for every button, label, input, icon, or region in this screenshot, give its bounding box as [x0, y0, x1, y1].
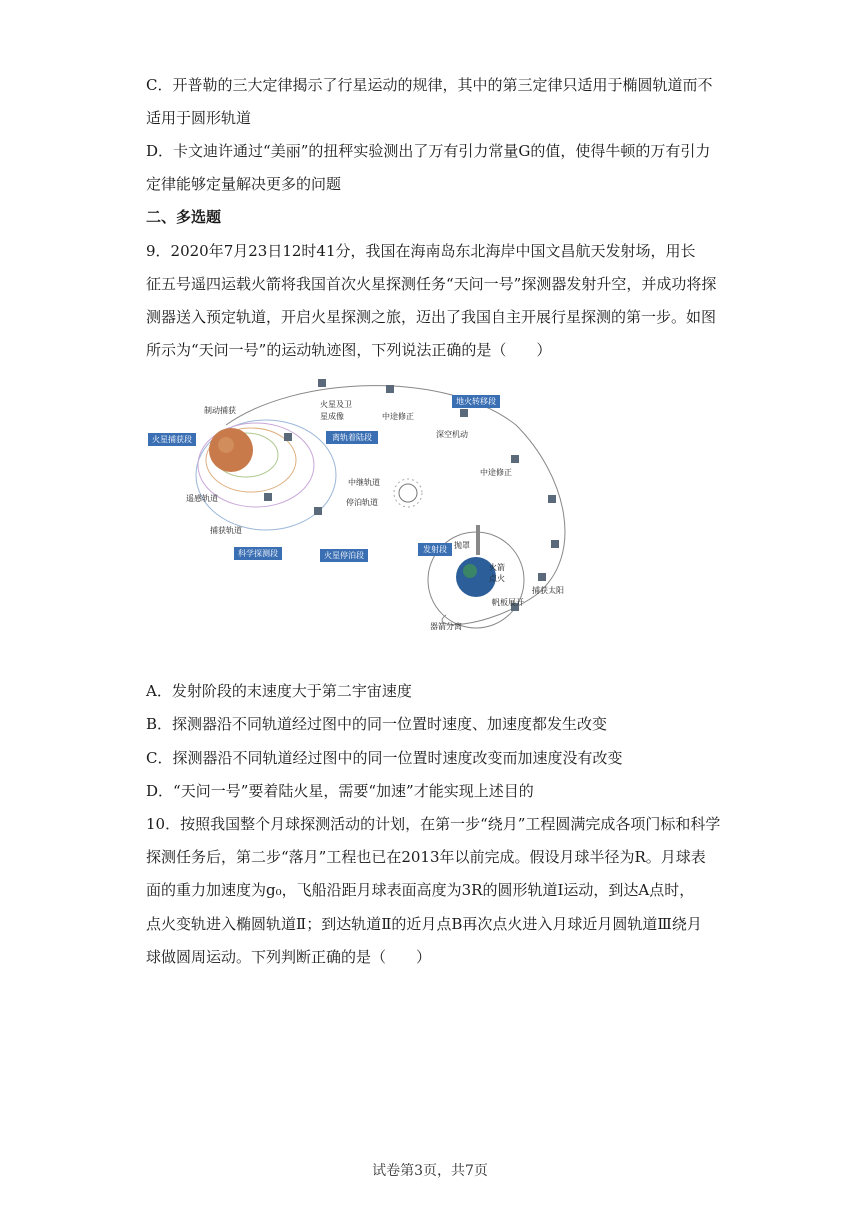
label-deep: 深空机动: [436, 430, 468, 439]
rocket-icon: [476, 525, 480, 555]
tianwen-trajectory-diagram: [146, 365, 576, 635]
q8-option-d-line1: D．卡文迪许通过“美丽”的扭秤实验测出了万有引力常量G的值，使得牛顿的万有引力: [146, 142, 711, 160]
q10-line1: 10．按照我国整个月球探测活动的计划，在第一步“绕月”工程圆满完成各项门标和科学: [146, 815, 721, 833]
q8-option-c-line1: C．开普勒的三大定律揭示了行星运动的规律，其中的第三定律只适用于椭圆轨道而不: [146, 76, 713, 94]
sun-icon: [394, 479, 422, 507]
label-remote: 遥感轨道: [186, 494, 218, 503]
q9-option-a: A．发射阶段的末速度大于第二宇宙速度: [146, 682, 412, 700]
q9-stem-line4: 所示为“天问一号”的运动轨迹图，下列说法正确的是（ ）: [146, 341, 552, 359]
page-footer: 试卷第3页，共7页: [372, 1163, 488, 1179]
label-relay: 中继轨道: [348, 478, 380, 487]
probe-icon: [551, 540, 559, 548]
q9-stem-line2: 征五号遥四运载火箭将我国首次火星探测任务“天问一号”探测器发射升空，并成功将探: [146, 275, 717, 293]
tag-earth-mars: 地火转移段: [456, 397, 496, 406]
probe-icon: [538, 573, 546, 581]
q9-stem-line1: 9．2020年7月23日12时41分，我国在海南岛东北海岸中国文昌航天发射场，用长: [146, 242, 696, 260]
label-sep: 器箭分离: [430, 622, 462, 631]
probe-icon: [284, 433, 292, 441]
probe-icon: [318, 379, 326, 387]
q10-line3: 面的重力加速度为g₀，飞船沿距月球表面高度为3R的圆形轨道Ⅰ运动，到达A点时，: [146, 881, 695, 899]
probe-icon: [386, 385, 394, 393]
probe-icon: [511, 455, 519, 463]
q9-option-c: C．探测器沿不同轨道经过图中的同一位置时速度改变而加速度没有改变: [146, 749, 623, 767]
label-mid2: 中途修正: [480, 468, 512, 477]
q10-line2: 探测任务后，第二步“落月”工程也已在2013年以前完成。假设月球半径为R。月球表: [146, 848, 706, 866]
probe-icon: [460, 409, 468, 417]
transfer-orbit: [226, 386, 565, 625]
tag-parking: 火星停泊段: [324, 551, 364, 560]
label-sun: 捕获太阳: [532, 586, 564, 595]
label-mid1: 中途修正: [382, 412, 414, 421]
label-mars-img1: 火星及卫: [320, 400, 352, 409]
tag-launch: 发射段: [423, 545, 447, 554]
label-mars-img2: 星成像: [320, 412, 344, 421]
probe-icon: [548, 495, 556, 503]
q9-stem-line3: 测器送入预定轨道，开启火星探测之旅，迈出了我国自主开展行星探测的第一步。如图: [146, 308, 717, 326]
probe-icon: [264, 493, 272, 501]
tag-mars-capture: 火星捕获段: [152, 435, 192, 444]
label-park: 停泊轨道: [346, 498, 378, 507]
q9-option-d: D．“天问一号”要着陆火星，需要“加速”才能实现上述目的: [146, 782, 534, 800]
tag-leave-orbit: 离轨着陆段: [332, 433, 372, 442]
label-panel: 帆板展开: [492, 598, 524, 607]
label-ignite1: 火箭: [489, 563, 505, 572]
q10-line4: 点火变轨进入椭圆轨道Ⅱ；到达轨道Ⅱ的近月点B再次点火进入月球近月圆轨道Ⅲ绕月: [146, 915, 702, 933]
q10-line5: 球做圆周运动。下列判断正确的是（ ）: [146, 948, 432, 966]
tag-science: 科学探测段: [238, 549, 278, 558]
label-capture: 捕获轨道: [210, 526, 242, 535]
q8-option-c-line2: 适用于圆形轨道: [146, 109, 252, 127]
label-ignite2: 点火: [489, 574, 505, 583]
section-title: 二、多选题: [146, 208, 222, 226]
label-fairing: 抛罩: [454, 541, 470, 550]
label-brake: 制动捕获: [204, 406, 236, 415]
q9-option-b: B．探测器沿不同轨道经过图中的同一位置时速度、加速度都发生改变: [146, 715, 608, 733]
q8-option-d-line2: 定律能够定量解决更多的问题: [146, 175, 342, 193]
probe-icon: [314, 507, 322, 515]
